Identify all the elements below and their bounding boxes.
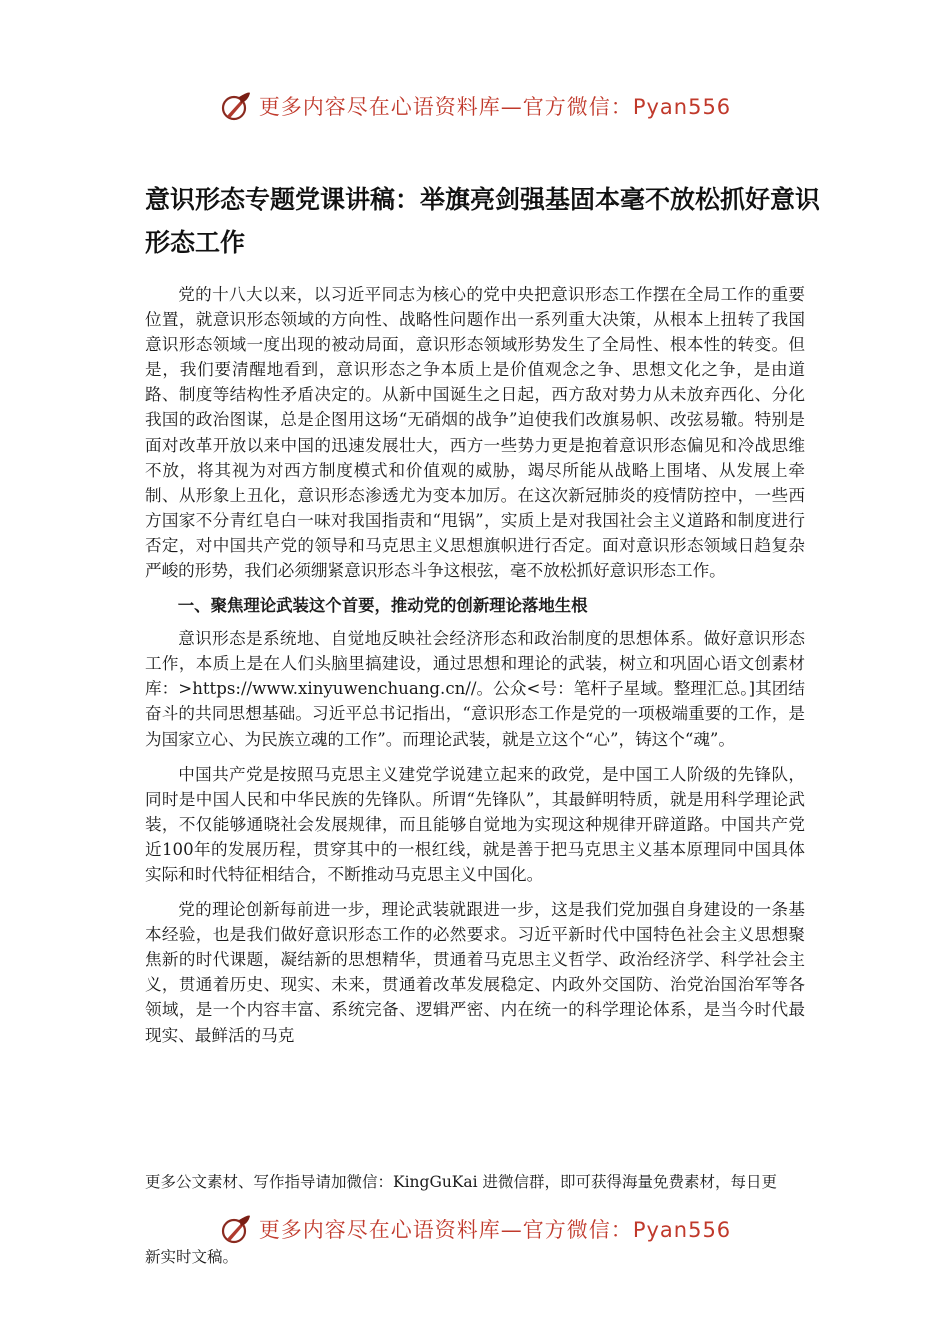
quill-logo-icon [219, 1212, 253, 1246]
banner-text: 更多内容尽在心语资料库—官方微信：Pyan556 [258, 1218, 732, 1242]
header-banner [0, 86, 950, 126]
body-paragraph: 中国共产党是按照马克思主义建党学说建立起来的政党，是中国工人阶级的先锋队，同时是中国人民和中华民族的先锋队。所谓“先锋队”，其最鲜明特质，就是用科学理论武装，不仅能够通晓社会发展规律，而且能够自觉地为实现这种规律开辟道路。中国共产党近100年的发展历程，贯穿其中的一根红线，就是善于把马克思主义基本原理同中国具体实际和时代特征相结合，不断推动马克思主义中国化。 [145, 764, 805, 884]
section-heading: 一、聚焦理论武装这个首要，推动党的创新理论落地生根 [177, 596, 588, 616]
intro-paragraph: 党的十八大以来，以习近平同志为核心的党中央把意识形态工作摆在全局工作的重要位置，就意识形态领域的方向性、战略性问题作出一系列重大决策，从根本上扭转了我国意识形态领域一度出现的被动局面，意识形态领域形势发生了全局性、根本性的转变。但是，我们要清醒地看到，意识形态之争本质上是价值观念之争、思想文化之争，是由道路、制度等结构性矛盾决定的。从新中国诞生之日起，西方敌对势力从未放弃西化、分化我国的政治图谋，总是企图用这场“无硝烟的战争”迫使我们改旗易帜、改弦易辙。特别是面对改革开放以来中国的迅速发展壮大，西方一些势力更是抱着意识形态偏见和冷战思维不放，将其视为对西方制度模式和价值观的威胁，竭尽所能从战略上围堵、从发展上牵制、从形象上丑化，意识形态渗透尤为变本加厉。在这次新冠肺炎的疫情防控中，一些西方国家不分青红皂白一味对我国指责和“甩锅”，实质上是对我国社会主义道路和制度进行否定，对中国共产党的领导和马克思主义思想旗帜进行否定。面对意识形态领域日趋复杂严峻的形势，我们必须绷紧意识形态斗争这根弦，毫不放松抓好意识形态工作。 [145, 285, 805, 581]
body-paragraph: 党的理论创新每前进一步，理论武装就跟进一步，这是我们党加强自身建设的一条基本经验，也是我们做好意识形态工作的必然要求。习近平新时代中国特色社会主义思想聚焦新的时代课题，凝结新的思想精华，贯通着马克思主义哲学、政治经济学、科学社会主义，贯通着历史、现实、未来，贯通着改革发展稳定、内政外交国防、治党治国治军等各领域，是一个内容丰富、系统完备、逻辑严密、内在统一的科学理论体系，是当今时代最现实、最鲜活的马克 [145, 900, 805, 1045]
footer-banner [0, 1209, 950, 1249]
footer-note-continued: 新实时文稿。 [145, 1248, 239, 1266]
document-title: 意识形态专题党课讲稿：举旗亮剑强基固本毫不放松抓好意识形态工作 [145, 185, 821, 257]
banner-text: 更多内容尽在心语资料库—官方微信：Pyan556 [258, 95, 732, 119]
body-paragraph: 意识形态是系统地、自觉地反映社会经济形态和政治制度的思想体系。做好意识形态工作，本质上是在人们头脑里搞建设，通过思想和理论的武装，树立和巩固心语文创素材库：>https://www.xinyuwenchuang.cn//。公众<号：笔杆子星域。整理汇总。]其团结奋斗的共同思想基础。习近平总书记指出，“意识形态工作是党的一项极端重要的工作，是为国家立心、为民族立魂的工作”。而理论武装，就是立这个“心”，铸这个“魂”。 [145, 629, 805, 749]
footer-note: 更多公文素材、写作指导请加微信：KingGuKai 进微信群，即可获得海量免费素材，每日更 [145, 1173, 778, 1191]
banner-wechat-id: Pyan556 [632, 95, 732, 119]
document-body [145, 282, 805, 1048]
quill-logo-icon [219, 89, 253, 123]
banner-wechat-id: Pyan556 [632, 1218, 732, 1242]
